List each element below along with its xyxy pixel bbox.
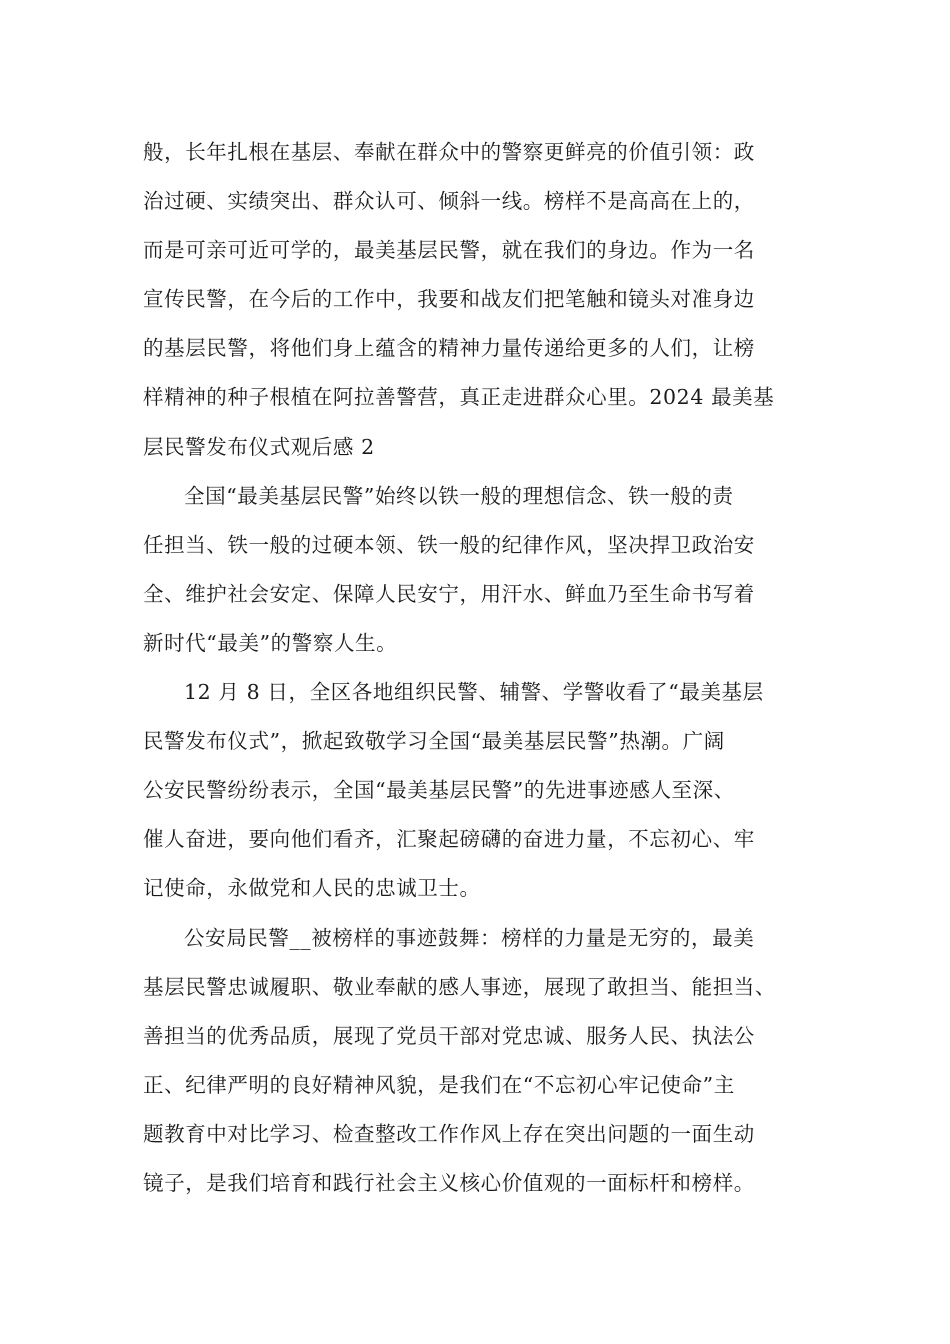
text-line: 般，长年扎根在基层、奉献在群众中的警察更鲜亮的价值引领：政: [143, 140, 755, 164]
paragraph-2: [143, 472, 833, 668]
text-line: 治过硬、实绩突出、群众认可、倾斜一线。榜样不是高高在上的，: [143, 189, 755, 214]
paragraph-4: [143, 914, 833, 1209]
text-line: 民警发布仪式”，掀起致敬学习全国“最美基层民警”热潮。广阔: [143, 729, 725, 754]
text-line: 基层民警忠诚履职、敬业奉献的感人事迹，展现了敢担当、能担当、: [143, 974, 776, 999]
text-line: 宣传民警，在今后的工作中，我要和战友们把笔触和镜头对准身边: [143, 287, 755, 312]
text-line: 善担当的优秀品质，展现了党员干部对党忠诚、服务人民、执法公: [143, 1023, 755, 1048]
text-line: 样精神的种子根植在阿拉善警营，真正走进群众心里。2024 最美基: [143, 385, 775, 410]
paragraph-1: [143, 128, 833, 472]
text-line: 新时代“最美”的警察人生。: [143, 630, 398, 655]
text-line: 记使命，永做党和人民的忠诚卫士。: [143, 876, 481, 901]
text-line: 公安局民警__被榜样的事迹鼓舞：榜样的力量是无穷的，最美: [184, 925, 755, 950]
text-line: 层民警发布仪式观后感 2: [143, 434, 375, 459]
text-line: 全、维护社会安定、保障人民安宁，用汗水、鲜血乃至生命书写着: [143, 581, 755, 606]
text-line: 公安民警纷纷表示，全国“最美基层民警”的先进事迹感人至深、: [143, 778, 735, 803]
text-line: 的基层民警，将他们身上蕴含的精神力量传递给更多的人们，让榜: [143, 336, 755, 361]
text-line: 催人奋进，要向他们看齐，汇聚起磅礴的奋进力量，不忘初心、牢: [143, 827, 755, 852]
text-line: 12 月 8 日，全区各地组织民警、辅警、学警收看了“最美基层: [184, 680, 764, 705]
text-line: 镜子，是我们培育和践行社会主义核心价值观的一面标杆和榜样。: [143, 1170, 755, 1195]
text-line: 任担当、铁一般的过硬本领、铁一般的纪律作风，坚决捍卫政治安: [143, 532, 755, 557]
paragraph-3: [143, 668, 833, 913]
document-body: [143, 128, 833, 1208]
text-line: 而是可亲可近可学的，最美基层民警，就在我们的身边。作为一名: [143, 238, 755, 263]
text-line: 题教育中对比学习、检查整改工作作风上存在突出问题的一面生动: [143, 1121, 755, 1146]
text-line: 全国“最美基层民警”始终以铁一般的理想信念、铁一般的责: [184, 483, 734, 508]
text-line: 正、纪律严明的良好精神风貌，是我们在“不忘初心牢记使命”主: [143, 1072, 735, 1097]
